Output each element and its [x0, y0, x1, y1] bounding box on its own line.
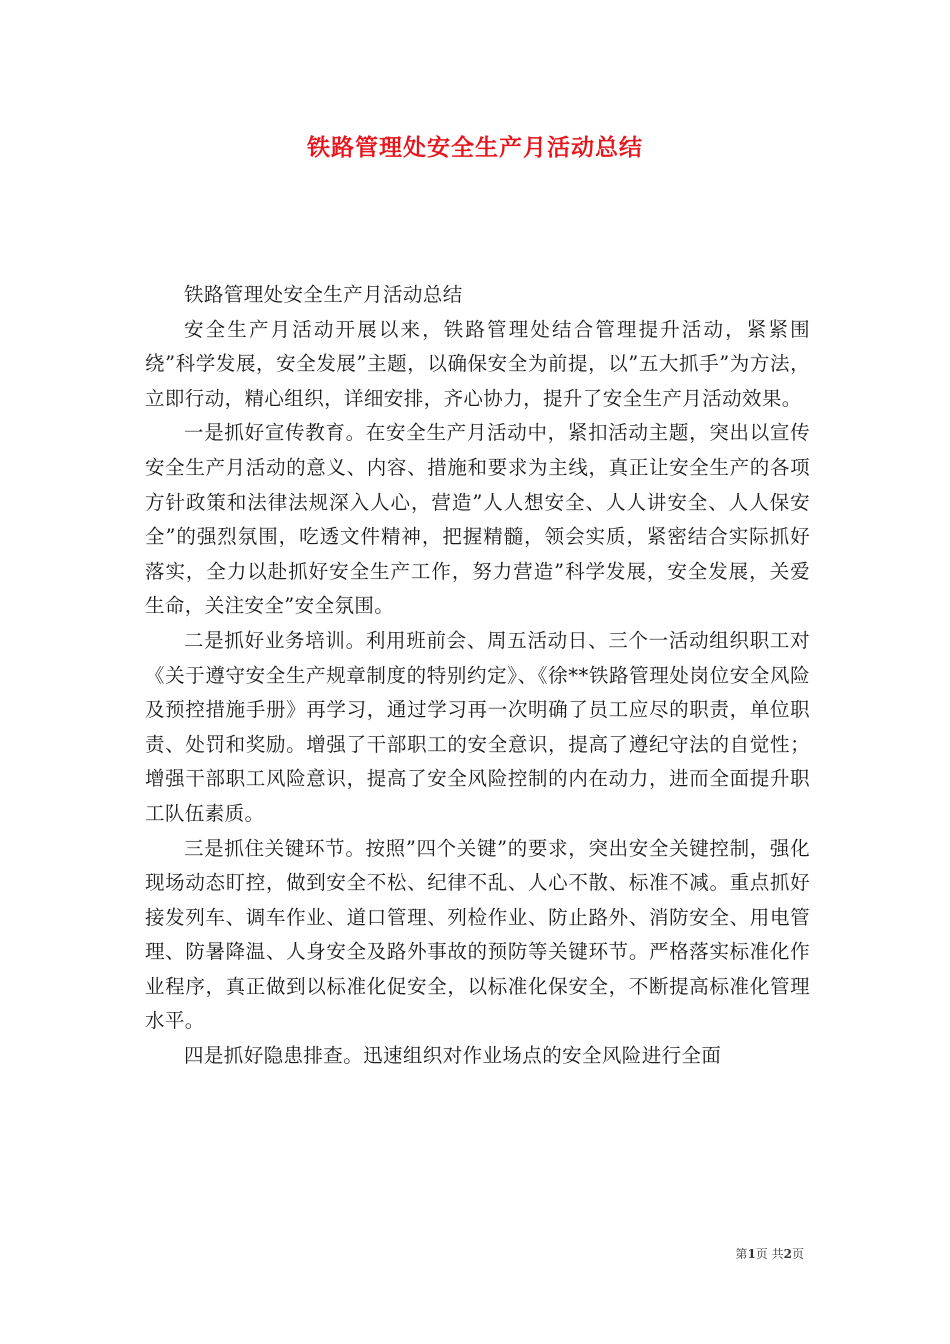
page-footer: [735, 1246, 804, 1262]
paragraph-hazard-check: 四是抓好隐患排查。迅速组织对作业场点的安全风险进行全面: [184, 1044, 722, 1068]
footer-total-pages: 2: [783, 1247, 792, 1261]
paragraph-intro: 安全生产月活动开展以来，铁路管理处结合管理提升活动，紧紧围绕”科学发展，安全发展”主题，以确保安全为前提，以”五大抓手”为方法，立即行动，精心组织，详细安排，齐心协力，提升了安全生产月活动效果。: [145, 317, 810, 410]
footer-suffix: 页: [791, 1247, 804, 1261]
document-title: 铁路管理处安全生产月活动总结: [307, 135, 643, 161]
document-body: [145, 278, 810, 1074]
footer-prefix: 第: [735, 1247, 748, 1261]
paragraph-subtitle: 铁路管理处安全生产月活动总结: [184, 283, 463, 306]
paragraph-key-links: 三是抓住关键环节。按照”四个关键”的要求，突出安全关键控制，强化现场动态盯控，做到安全不松、纪律不乱、人心不散、标准不减。重点抓好接发列车、调车作业、道口管理、列检作业、防止路外、消防安全、用电管理、防暑降温、人身安全及路外事故的预防等关键环节。严格落实标准化作业程序，真正做到以标准化促安全，以标准化保安全，不断提高标准化管理水平。: [145, 836, 810, 1033]
footer-middle: 页 共: [755, 1247, 784, 1261]
paragraph-publicity: 一是抓好宣传教育。在安全生产月活动中，紧扣活动主题，突出以宣传安全生产月活动的意义、内容、措施和要求为主线，真正让安全生产的各项方针政策和法律法规深入人心，营造”人人想安全、人人讲安全、人人保安全”的强烈氛围，吃透文件精神，把握精髓，领会实质，紧密结合实际抓好落实，全力以赴抓好安全生产工作，努力营造”科学发展，安全发展，关爱生命，关注安全”安全氛围。: [145, 421, 810, 618]
paragraph-training: 二是抓好业务培训。利用班前会、周五活动日、三个一活动组织职工对《关于遵守安全生产规章制度的特别约定》、《徐**铁路管理处岗位安全风险及预控措施手册》再学习，通过学习再一次明确了员工应尽的职责，单位职责、处罚和奖励。增强了干部职工的安全意识，提高了遵纪守法的自觉性；增强干部职工风险意识，提高了安全风险控制的内在动力，进而全面提升职工队伍素质。: [145, 628, 810, 825]
footer-current-page: 1: [747, 1247, 756, 1261]
